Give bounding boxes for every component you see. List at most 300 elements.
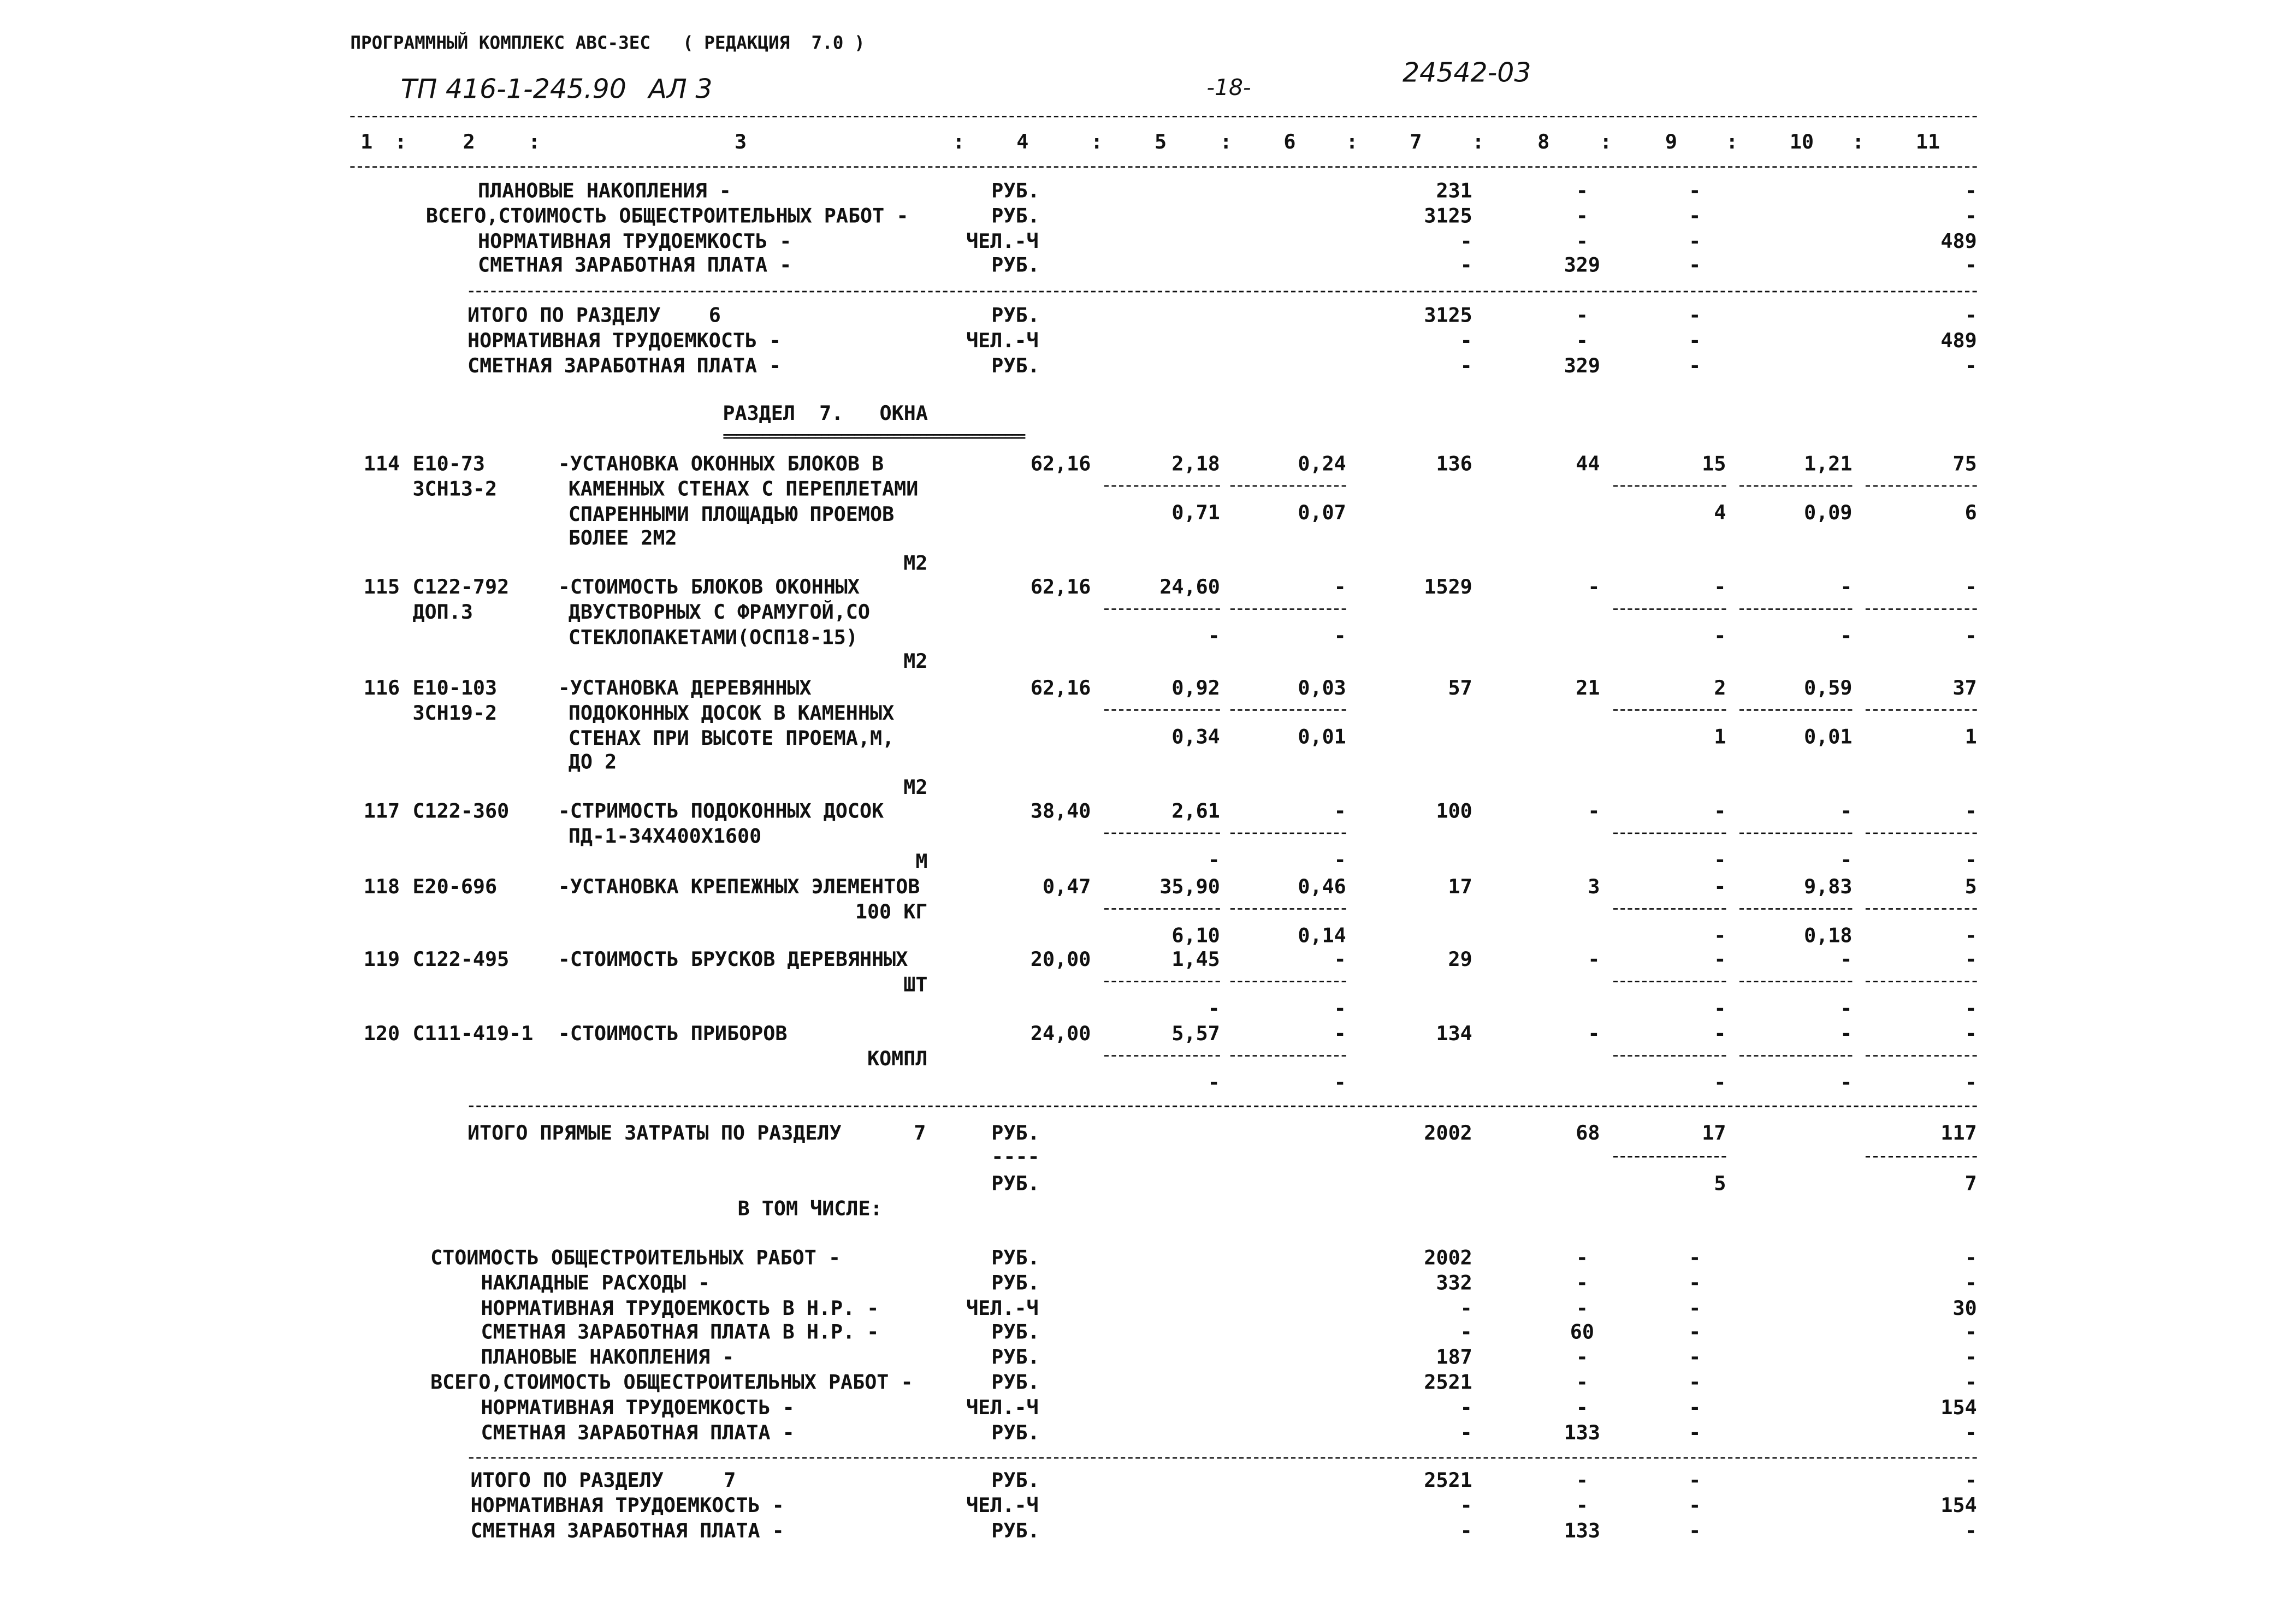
col11-cell: -: [1964, 304, 1977, 328]
item-number: 114: [363, 452, 400, 477]
summary-label: ПЛАНОВЫЕ НАКОПЛЕНИЯ -: [478, 179, 731, 204]
unit-cell: РУБ.: [991, 254, 1040, 278]
col5-cell: 0,92: [1171, 677, 1220, 701]
col9-sub-cell: -: [1714, 997, 1726, 1021]
col9-cell: 17: [1702, 1122, 1726, 1146]
col8-cell: -: [1576, 1346, 1588, 1370]
cell-divider: [1866, 608, 1977, 610]
item-description: ПД-1-34Х400Х1600: [568, 825, 762, 849]
col7-cell: 3125: [1424, 204, 1472, 228]
col6-cell: -: [1334, 1022, 1346, 1046]
col8-cell: -: [1576, 1371, 1588, 1395]
col10-cell: 1,21: [1804, 452, 1853, 477]
col10-cell: 9,83: [1804, 875, 1853, 899]
column-separator: :: [1600, 131, 1612, 155]
col9-cell: -: [1689, 1421, 1701, 1445]
cell-divider: [1739, 1055, 1853, 1057]
including-label: В ТОМ ЧИСЛЕ:: [737, 1197, 883, 1221]
cell-divider: [1230, 608, 1346, 610]
summary-label: СМЕТНАЯ ЗАРАБОТНАЯ ПЛАТА -: [470, 1519, 784, 1543]
column-separator: :: [1472, 131, 1484, 155]
col10-sub-cell: 0,18: [1804, 924, 1853, 948]
col11-sub-cell: -: [1964, 849, 1977, 873]
col7-cell: 134: [1436, 1022, 1472, 1046]
col4-cell: 38,40: [1030, 799, 1091, 824]
col9-cell: -: [1714, 799, 1726, 824]
col11-cell: -: [1964, 1519, 1977, 1543]
item-description: -СТРИМОСТЬ ПОДОКОННЫХ ДОСОК: [558, 799, 884, 824]
item-code: Е20-696: [412, 875, 498, 899]
col5-cell: 2,61: [1171, 799, 1220, 824]
col8-cell: -: [1576, 1271, 1588, 1295]
archive-stamp: 24542-03: [1403, 57, 1531, 90]
col11-cell: 5: [1964, 875, 1977, 899]
col9-cell: -: [1689, 179, 1701, 204]
col9-cell: -: [1689, 1271, 1701, 1295]
col10-sub-cell: -: [1840, 849, 1853, 873]
cell-divider: [1613, 908, 1726, 910]
item-unit: М: [915, 850, 928, 874]
unit-cell: ЧЕЛ.-Ч: [966, 1296, 1039, 1320]
col9-cell: -: [1689, 1346, 1701, 1370]
col5-cell: 5,57: [1171, 1022, 1220, 1046]
col11-sub-cell: 7: [1964, 1172, 1977, 1196]
item-description: БОЛЕЕ 2М2: [568, 527, 677, 551]
unit-cell: РУБ.: [991, 1421, 1040, 1445]
rule-under-header: [350, 166, 1977, 168]
unit-cell: РУБ.: [991, 1246, 1040, 1271]
summary-label: СМЕТНАЯ ЗАРАБОТНАЯ ПЛАТА -: [481, 1421, 795, 1445]
rule-top: [350, 116, 1977, 117]
unit-cell: ЧЕЛ.-Ч: [966, 229, 1039, 253]
unit-cell: ЧЕЛ.-Ч: [966, 1494, 1039, 1518]
cell-divider: [1104, 709, 1220, 711]
col8-cell: -: [1588, 948, 1600, 972]
item-number: 115: [363, 576, 400, 600]
column-separator: :: [1346, 131, 1358, 155]
col9-cell: -: [1689, 1296, 1701, 1320]
col7-cell: -: [1460, 1421, 1472, 1445]
unit-cell: РУБ.: [991, 304, 1040, 328]
col10-cell: -: [1840, 576, 1853, 600]
col6-sub-cell: -: [1334, 997, 1346, 1021]
rule-before-total6: [469, 291, 1977, 293]
col9-cell: -: [1689, 229, 1701, 253]
col6-sub-cell: 0,14: [1298, 924, 1346, 948]
col10-sub-cell: 0,01: [1804, 725, 1853, 750]
col9-cell: -: [1689, 304, 1701, 328]
summary-label: НАКЛАДНЫЕ РАСХОДЫ -: [481, 1271, 711, 1295]
summary-label: ИТОГО ПО РАЗДЕЛУ 6: [468, 304, 721, 328]
col6-cell: -: [1334, 799, 1346, 824]
column-header-8: 8: [1537, 131, 1550, 155]
summary-label: СМЕТНАЯ ЗАРАБОТНАЯ ПЛАТА -: [468, 354, 782, 378]
item-code-sub: ЗСН13-2: [412, 477, 498, 501]
col5-cell: 24,60: [1159, 576, 1220, 600]
col5-sub-cell: -: [1208, 997, 1220, 1021]
unit-cell: РУБ.: [991, 1346, 1040, 1370]
col4-cell: 20,00: [1030, 948, 1091, 972]
unit-cell: ЧЕЛ.-Ч: [966, 329, 1039, 353]
col9-cell: -: [1689, 329, 1701, 353]
col10-cell: -: [1840, 948, 1853, 972]
column-separator: :: [1852, 131, 1865, 155]
unit-cell: ЧЕЛ.-Ч: [966, 1396, 1039, 1420]
col9-sub-cell: 1: [1714, 725, 1726, 750]
cell-divider: [1230, 981, 1346, 982]
col9-cell: -: [1689, 1321, 1701, 1345]
item-description: -УСТАНОВКА ОКОННЫХ БЛОКОВ В: [558, 452, 884, 477]
col7-cell: -: [1460, 329, 1472, 353]
col8-cell: 329: [1564, 354, 1600, 378]
col9-cell: -: [1689, 1519, 1701, 1543]
col8-cell: -: [1588, 799, 1600, 824]
column-header-2: 2: [463, 131, 475, 155]
summary-label: ИТОГО ПО РАЗДЕЛУ 7: [470, 1469, 736, 1493]
summary-label: НОРМАТИВНАЯ ТРУДОЕМКОСТЬ -: [470, 1494, 784, 1518]
col11-cell: -: [1964, 576, 1977, 600]
col7-cell: 2002: [1424, 1122, 1472, 1146]
col9-cell: -: [1714, 1022, 1726, 1046]
item-description: -УСТАНОВКА ДЕРЕВЯННЫХ: [558, 677, 812, 701]
summary-label: НОРМАТИВНАЯ ТРУДОЕМКОСТЬ -: [481, 1396, 795, 1420]
column-header-1: 1: [360, 131, 373, 155]
col6-cell: 0,03: [1298, 677, 1346, 701]
col7-cell: 3125: [1424, 304, 1472, 328]
col7-cell: 231: [1436, 179, 1472, 204]
cell-divider: [1613, 709, 1726, 711]
col7-cell: -: [1460, 354, 1472, 378]
album-number: АЛ 3: [648, 74, 713, 105]
col11-sub-cell: 1: [1964, 725, 1977, 750]
unit-cell: РУБ.: [991, 1519, 1040, 1543]
unit-cell: РУБ.: [991, 1469, 1040, 1493]
cell-divider: [1739, 833, 1853, 834]
col8-cell: 68: [1576, 1122, 1600, 1146]
col7-cell: -: [1460, 1296, 1472, 1320]
col11-sub-cell: -: [1964, 625, 1977, 649]
unit-cell: РУБ.: [991, 1271, 1040, 1295]
col8-cell: 133: [1564, 1421, 1600, 1445]
column-header-row: [0, 132, 2296, 155]
col11-cell: 37: [1952, 677, 1977, 701]
section-title: РАЗДЕЛ 7. ОКНА: [723, 402, 928, 426]
col9-sub-cell: -: [1714, 849, 1726, 873]
col5-sub-cell: -: [1208, 625, 1220, 649]
cell-divider: [1613, 833, 1726, 834]
cell-divider: [1866, 833, 1977, 834]
summary-label: СМЕТНАЯ ЗАРАБОТНАЯ ПЛАТА В Н.Р. -: [481, 1321, 879, 1345]
cell-divider: [1739, 709, 1853, 711]
cell-divider: [1104, 833, 1220, 834]
col7-cell: 29: [1448, 948, 1472, 972]
col4-cell: 0,47: [1043, 875, 1091, 899]
item-description: -СТОИМОСТЬ БРУСКОВ ДЕРЕВЯННЫХ: [558, 948, 908, 972]
cell-divider: [1613, 485, 1726, 487]
item-description: -СТОИМОСТЬ БЛОКОВ ОКОННЫХ: [558, 576, 860, 600]
col11-cell: -: [1964, 799, 1977, 824]
item-description: СТЕКЛОПАКЕТАМИ(ОСП18-15): [568, 625, 858, 650]
col9-cell: -: [1689, 1371, 1701, 1395]
item-description: КАМЕННЫХ СТЕНАХ С ПЕРЕПЛЕТАМИ: [568, 477, 919, 501]
col5-cell: 2,18: [1171, 452, 1220, 477]
item-unit: ШТ: [903, 973, 928, 997]
col4-cell: 62,16: [1030, 677, 1091, 701]
col11-cell: -: [1964, 254, 1977, 278]
item-code: С111-419-1: [412, 1022, 534, 1046]
col7-cell: -: [1460, 1494, 1472, 1518]
col8-cell: -: [1576, 1494, 1588, 1518]
col4-cell: 62,16: [1030, 452, 1091, 477]
item-unit: 100 КГ: [855, 900, 928, 924]
cell-divider: [1866, 908, 1977, 910]
col11-cell: -: [1964, 1246, 1977, 1271]
column-header-6: 6: [1283, 131, 1296, 155]
col10-sub-cell: -: [1840, 997, 1853, 1021]
item-number: 117: [363, 799, 400, 824]
column-header-4: 4: [1016, 131, 1029, 155]
cell-divider: [1613, 1055, 1726, 1057]
col11-cell: 154: [1940, 1494, 1977, 1518]
unit-cell: РУБ.: [991, 354, 1040, 378]
summary-label: СТОИМОСТЬ ОБЩЕСТРОИТЕЛЬНЫХ РАБОТ -: [430, 1246, 841, 1271]
cell-divider: [1230, 709, 1346, 711]
unit-dash: ----: [991, 1145, 1040, 1170]
col8-cell: 133: [1564, 1519, 1600, 1543]
program-header: ПРОГРАММНЫЙ КОМПЛЕКС АВС-ЗЕС ( РЕДАКЦИЯ 7.0 ): [350, 32, 865, 54]
col5-cell: 1,45: [1171, 948, 1220, 972]
item-code-sub: ЗСН19-2: [412, 701, 498, 725]
col5-cell: 35,90: [1159, 875, 1220, 899]
cell-divider: [1104, 981, 1220, 982]
column-separator: :: [528, 131, 541, 155]
col9-sub-cell: -: [1714, 924, 1726, 948]
column-separator: :: [394, 131, 407, 155]
col8-cell: -: [1576, 1396, 1588, 1420]
item-description: ДО 2: [568, 751, 617, 775]
col5-sub-cell: 0,34: [1171, 725, 1220, 750]
col8-cell: -: [1576, 1469, 1588, 1493]
col8-cell: -: [1588, 576, 1600, 600]
col7-cell: 2521: [1424, 1371, 1472, 1395]
item-description: ДВУСТВОРНЫХ С ФРАМУГОЙ,СО: [568, 601, 871, 625]
col11-cell: -: [1964, 204, 1977, 228]
col7-cell: -: [1460, 1321, 1472, 1345]
col6-sub-cell: -: [1334, 625, 1346, 649]
direct-total-label: ИТОГО ПРЯМЫЕ ЗАТРАТЫ ПО РАЗДЕЛУ 7: [468, 1122, 926, 1146]
col9-cell: 15: [1702, 452, 1726, 477]
item-unit: КОМПЛ: [867, 1047, 928, 1071]
column-separator: :: [1091, 131, 1103, 155]
cell-divider: [1739, 981, 1853, 982]
col5-sub-cell: -: [1208, 849, 1220, 873]
col11-cell: -: [1964, 1469, 1977, 1493]
rule-before-direct-total: [469, 1106, 1977, 1107]
rule-before-total7: [469, 1457, 1977, 1459]
item-code: С122-792: [412, 576, 510, 600]
col8-cell: -: [1588, 1022, 1600, 1046]
cell-divider: [1613, 981, 1726, 982]
col10-cell: -: [1840, 799, 1853, 824]
unit-cell: РУБ.: [991, 1321, 1040, 1345]
col9-cell: -: [1689, 204, 1701, 228]
col6-sub-cell: -: [1334, 849, 1346, 873]
summary-label: ВСЕГО,СТОИМОСТЬ ОБЩЕСТРОИТЕЛЬНЫХ РАБОТ -: [430, 1371, 913, 1395]
cell-divider: [1104, 485, 1220, 487]
col11-sub-cell: -: [1964, 997, 1977, 1021]
col8-cell: 60: [1570, 1321, 1594, 1345]
summary-label: НОРМАТИВНАЯ ТРУДОЕМКОСТЬ -: [468, 329, 782, 353]
cell-divider: [1104, 908, 1220, 910]
col5-sub-cell: -: [1208, 1071, 1220, 1095]
cell-divider: [1866, 1156, 1977, 1158]
col8-cell: -: [1576, 304, 1588, 328]
col4-cell: 24,00: [1030, 1022, 1091, 1046]
col9-cell: -: [1714, 576, 1726, 600]
col11-sub-cell: -: [1964, 924, 1977, 948]
item-description: -СТОИМОСТЬ ПРИБОРОВ: [558, 1022, 788, 1046]
cell-divider: [1230, 485, 1346, 487]
col7-cell: 57: [1448, 677, 1472, 701]
col8-cell: -: [1576, 1296, 1588, 1320]
column-header-5: 5: [1155, 131, 1167, 155]
col9-cell: -: [1689, 254, 1701, 278]
summary-label: СМЕТНАЯ ЗАРАБОТНАЯ ПЛАТА -: [478, 254, 792, 278]
item-description: -УСТАНОВКА КРЕПЕЖНЫХ ЭЛЕМЕНТОВ: [558, 875, 920, 899]
col11-cell: -: [1964, 354, 1977, 378]
unit-cell: РУБ.: [991, 1172, 1040, 1196]
col11-sub-cell: 6: [1964, 501, 1977, 526]
page-number: -18-: [1206, 74, 1251, 101]
col6-cell: 0,24: [1298, 452, 1346, 477]
cell-divider: [1866, 1055, 1977, 1057]
col8-cell: -: [1576, 179, 1588, 204]
cell-divider: [1866, 981, 1977, 982]
col6-sub-cell: 0,07: [1298, 501, 1346, 526]
cell-divider: [1613, 1156, 1726, 1158]
col9-cell: -: [1689, 354, 1701, 378]
col8-cell: -: [1576, 229, 1588, 253]
col11-cell: -: [1964, 179, 1977, 204]
col9-sub-cell: -: [1714, 625, 1726, 649]
col7-cell: 17: [1448, 875, 1472, 899]
item-code: Е10-73: [412, 452, 486, 477]
summary-label: ПЛАНОВЫЕ НАКОПЛЕНИЯ -: [481, 1346, 735, 1370]
summary-label: НОРМАТИВНАЯ ТРУДОЕМКОСТЬ -: [478, 229, 792, 253]
item-description: СТЕНАХ ПРИ ВЫСОТЕ ПРОЕМА,М,: [568, 726, 895, 751]
col10-sub-cell: -: [1840, 1071, 1853, 1095]
unit-cell: РУБ.: [991, 1371, 1040, 1395]
unit-cell: РУБ.: [991, 204, 1040, 228]
column-separator: :: [1726, 131, 1738, 155]
cell-divider: [1739, 908, 1853, 910]
col8-cell: 329: [1564, 254, 1600, 278]
col7-cell: 2002: [1424, 1246, 1472, 1271]
item-code: Е10-103: [412, 677, 498, 701]
item-number: 119: [363, 948, 400, 972]
item-code: С122-360: [412, 799, 510, 824]
col11-cell: 154: [1940, 1396, 1977, 1420]
column-separator: :: [952, 131, 965, 155]
doc-code: ТП 416-1-245.90: [400, 74, 626, 105]
section-title-underline: ==============================================: [723, 431, 1025, 446]
cell-divider: [1866, 485, 1977, 487]
cell-divider: [1739, 608, 1853, 610]
col7-cell: -: [1460, 1519, 1472, 1543]
col7-cell: 136: [1436, 452, 1472, 477]
item-number: 116: [363, 677, 400, 701]
item-unit: М2: [903, 776, 928, 800]
col9-cell: -: [1714, 875, 1726, 899]
col10-cell: 0,59: [1804, 677, 1853, 701]
col8-cell: 21: [1576, 677, 1600, 701]
col9-cell: -: [1689, 1246, 1701, 1271]
item-description: СПАРЕННЫМИ ПЛОЩАДЬЮ ПРОЕМОВ: [568, 502, 895, 526]
col11-sub-cell: -: [1964, 1071, 1977, 1095]
col9-cell: -: [1689, 1494, 1701, 1518]
unit-cell: РУБ.: [991, 1122, 1040, 1146]
summary-label: ВСЕГО,СТОИМОСТЬ ОБЩЕСТРОИТЕЛЬНЫХ РАБОТ -: [425, 204, 909, 228]
col9-sub-cell: 5: [1714, 1172, 1726, 1196]
col6-cell: -: [1334, 948, 1346, 972]
col6-sub-cell: 0,01: [1298, 725, 1346, 750]
col11-cell: -: [1964, 1421, 1977, 1445]
col7-cell: 100: [1436, 799, 1472, 824]
cell-divider: [1739, 485, 1853, 487]
col10-sub-cell: -: [1840, 625, 1853, 649]
col5-sub-cell: 6,10: [1171, 924, 1220, 948]
col9-cell: -: [1689, 1396, 1701, 1420]
column-header-3: 3: [734, 131, 747, 155]
col11-cell: 75: [1952, 452, 1977, 477]
col11-cell: -: [1964, 1271, 1977, 1295]
col7-cell: -: [1460, 1396, 1472, 1420]
col8-cell: -: [1576, 329, 1588, 353]
col8-cell: -: [1576, 1246, 1588, 1271]
col9-cell: 2: [1714, 677, 1726, 701]
col9-cell: -: [1689, 1469, 1701, 1493]
column-header-7: 7: [1410, 131, 1422, 155]
column-header-10: 10: [1789, 131, 1814, 155]
col9-sub-cell: 4: [1714, 501, 1726, 526]
item-unit: М2: [903, 650, 928, 674]
col4-cell: 62,16: [1030, 576, 1091, 600]
col7-cell: 332: [1436, 1271, 1472, 1295]
col10-sub-cell: 0,09: [1804, 501, 1853, 526]
cell-divider: [1104, 1055, 1220, 1057]
cell-divider: [1230, 1055, 1346, 1057]
col11-cell: 489: [1940, 229, 1977, 253]
col9-sub-cell: -: [1714, 1071, 1726, 1095]
col11-cell: 489: [1940, 329, 1977, 353]
item-description: ПОДОКОННЫХ ДОСОК В КАМЕННЫХ: [568, 701, 895, 726]
cell-divider: [1230, 833, 1346, 834]
col5-sub-cell: 0,71: [1171, 501, 1220, 526]
cell-divider: [1230, 908, 1346, 910]
unit-cell: РУБ.: [991, 179, 1040, 204]
column-header-9: 9: [1665, 131, 1677, 155]
col6-sub-cell: -: [1334, 1071, 1346, 1095]
item-number: 120: [363, 1022, 400, 1046]
item-number: 118: [363, 875, 400, 899]
summary-label: НОРМАТИВНАЯ ТРУДОЕМКОСТЬ В Н.Р. -: [481, 1296, 879, 1320]
cell-divider: [1613, 608, 1726, 610]
col6-cell: 0,46: [1298, 875, 1346, 899]
col11-cell: -: [1964, 1371, 1977, 1395]
col7-cell: 1529: [1424, 576, 1472, 600]
col11-cell: 117: [1940, 1122, 1977, 1146]
col11-cell: -: [1964, 1346, 1977, 1370]
